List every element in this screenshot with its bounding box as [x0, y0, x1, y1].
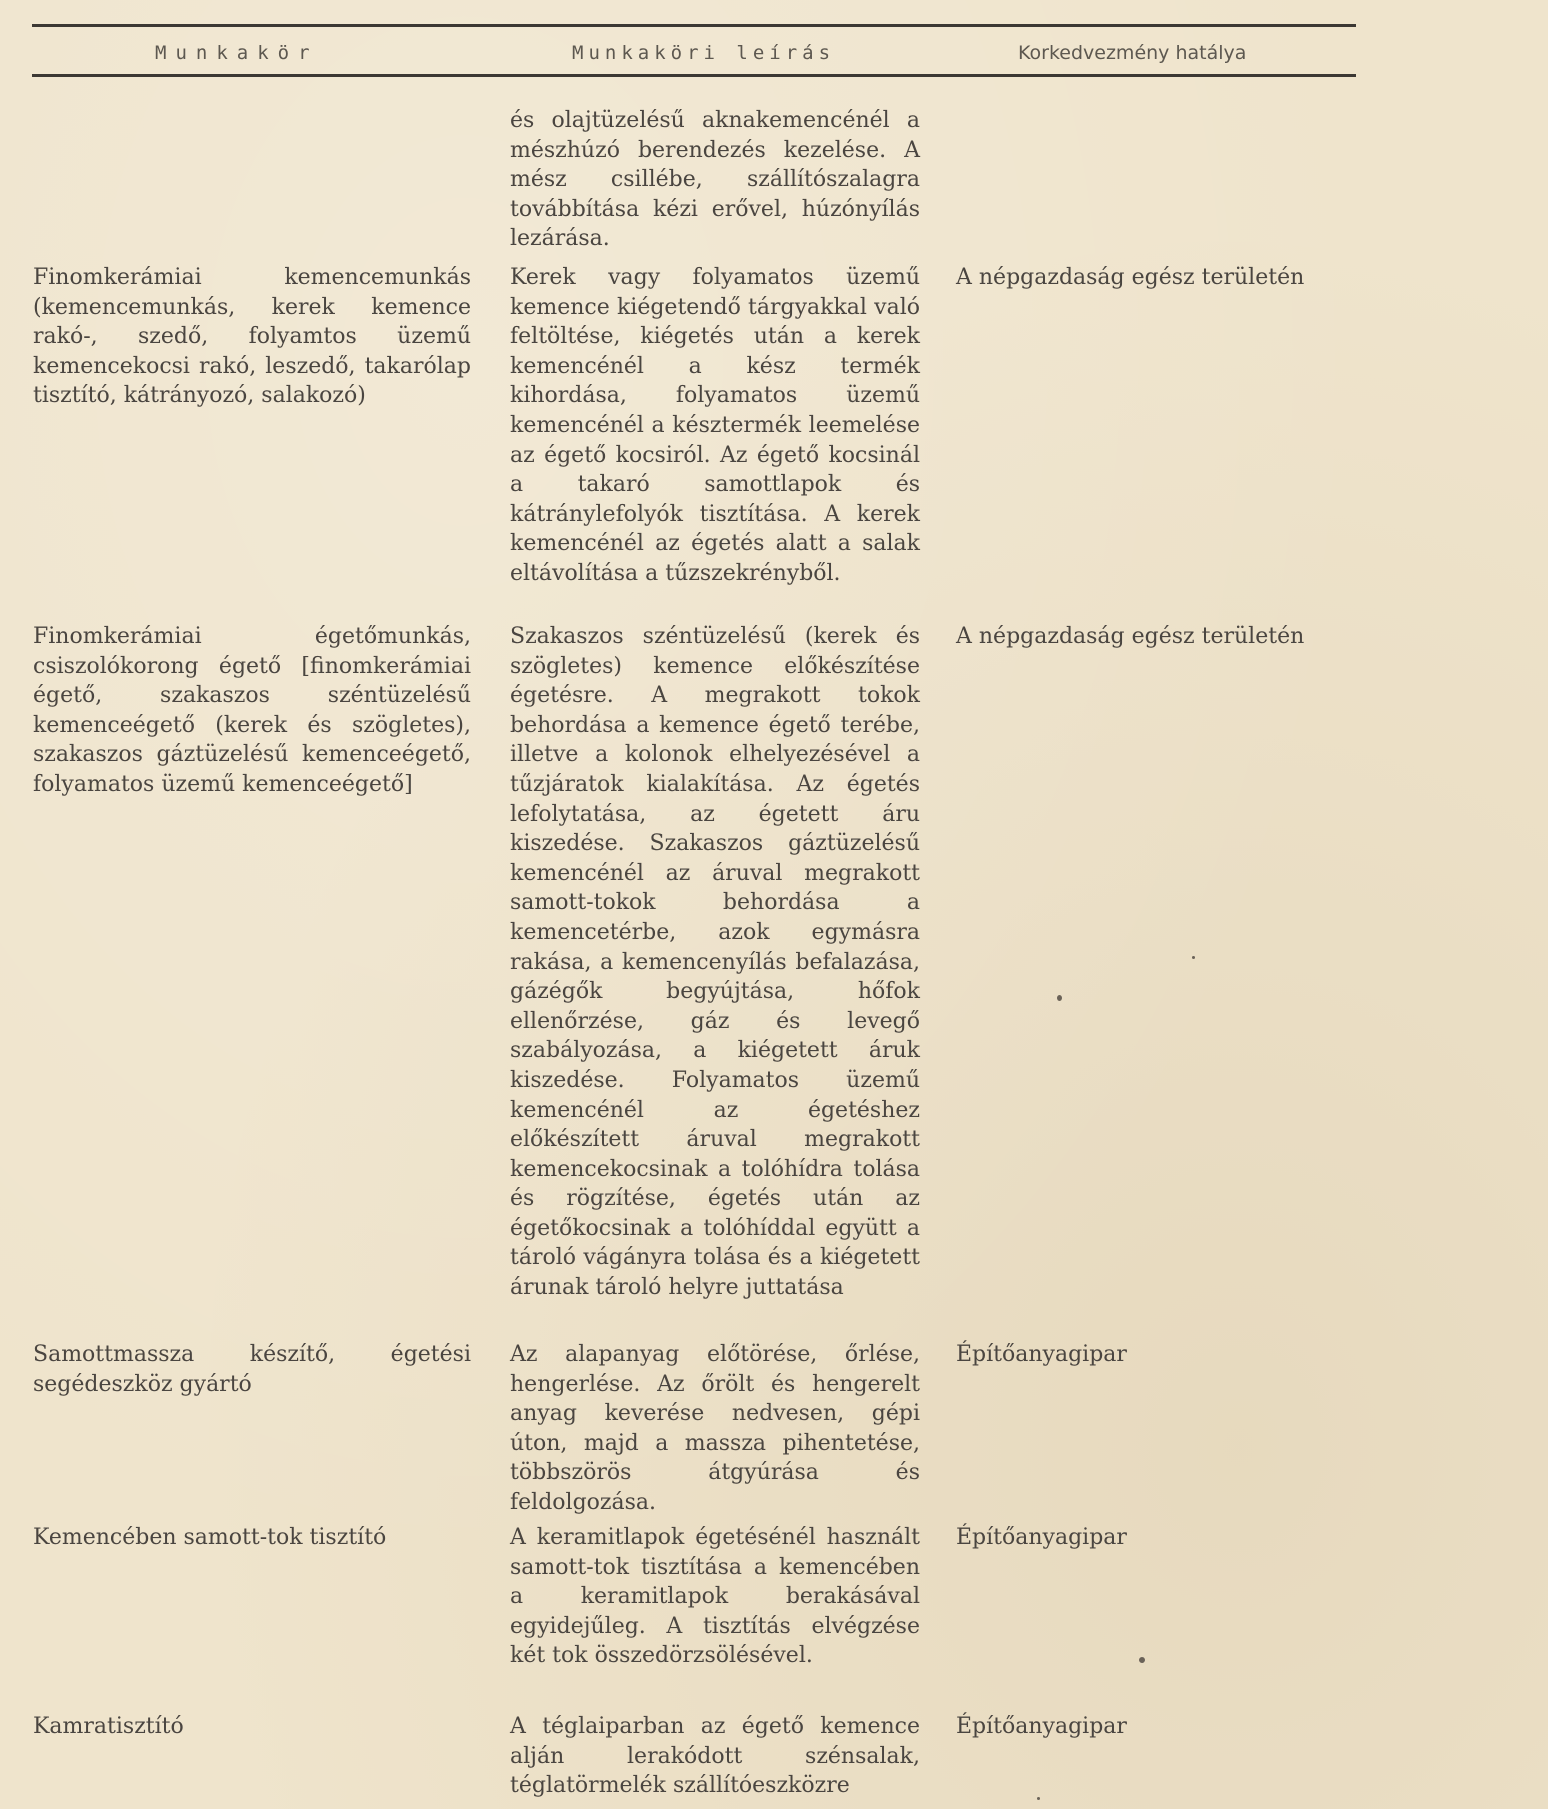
benefit-scope: Építőanyagipar — [956, 1714, 1127, 1739]
job-description: és olajtüzelésű aknakemencénél a mészhúzó berendezés kezelése. A mész csillébe, szállítószalagra továbbítása kézi erővel, húzónyílás lezárása. — [510, 108, 920, 252]
job-description: A keramitlapok égetésénél használt samott-tok tisztítása a kemencében a keramitlapok berakásával egyidejűleg. A tisztítás elvégzése két tok összedörzsölésével. — [510, 1525, 920, 1669]
paper-speck — [1037, 1797, 1040, 1800]
benefit-scope: Építőanyagipar — [956, 1525, 1127, 1550]
job-description: Kerek vagy folyamatos üzemű kemence kiégetendő tárgyakkal való feltöltése, kiégetés után a kerek kemencénél a kész termék kihordása, folyamatos üzemű kemencénél a késztermék leemelése az égető kocsiról. Az égető kocsinál a takaró samottlapok és kátránylefolyók tisztítása. A kerek kemencénél az égetés alatt a salak eltávolítása a tűzszekrényből. — [510, 265, 920, 586]
table-header — [32, 40, 1356, 68]
job-title: Samottmassza készítő, égetési segédeszköz gyártó — [33, 1342, 471, 1397]
header-scope: Korkedvezmény hatálya — [1018, 42, 1247, 64]
paper-speck — [1139, 1657, 1145, 1663]
job-title: Finomkerámiai égetőmunkás, csiszolókorong égető [finomkerámiai égető, szakaszos széntüzelésű kemenceégető (kerek és szögletes), szakaszos gáztüzelésű kemenceégető, folyamatos üzemű kemenceégető] — [33, 624, 471, 797]
header-description: Munkaköri leírás — [572, 42, 836, 64]
header-rule — [32, 74, 1356, 77]
job-description: Szakaszos széntüzelésű (kerek és szögletes) kemence előkészítése égetésre. A megrakott tokok behordása a kemence égető terébe, illetve a kolonok elhelyezésével a tűzjáratok kialakítása. Az égetés lefolytatása, az égetett áru kiszedése. Szakaszos gáztüzelésű kemencénél az áruval megrakott samott-tokok behordása a kemencetérbe, azok egymásra rakása, a kemencenyílás befalazása, gázégők begyújtása, hőfok ellenőrzése, gáz és levegő szabályozása, a kiégetett áruk kiszedése. Folyamatos üzemű kemencénél az égetéshez előkészített áruval megrakott kemencekocsinak a tolóhídra tolása és rögzítése, égetés után az égetőkocsinak a tolóhíddal együtt a tároló vágányra tolása és a kiégetett árunak tároló helyre juttatása — [510, 624, 920, 1301]
job-title: Finomkerámiai kemencemunkás (kemencemunkás, kerek kemence rakó-, szedő, folyamtos üzemű kemencekocsi rakó, leszedő, takarólap tisztító, kátrányozó, salakozó) — [33, 265, 471, 409]
job-description: Az alapanyag előtörése, őrlése, hengerlése. Az őrölt és hengerelt anyag keverése nedvesen, gépi úton, majd a massza pihentetése, többszörös átgyúrása és feldolgozása. — [510, 1342, 920, 1515]
job-title: Kemencében samott-tok tisztító — [33, 1525, 387, 1550]
paper-speck — [1192, 956, 1195, 959]
benefit-scope: Építőanyagipar — [956, 1342, 1127, 1367]
job-title: Kamratisztító — [33, 1714, 184, 1739]
job-description: A téglaiparban az égető kemence alján lerakódott szénsalak, téglatörmelék szállítóeszközre — [510, 1714, 920, 1799]
top-rule — [32, 24, 1356, 27]
benefit-scope: A népgazdaság egész területén — [956, 265, 1305, 290]
benefit-scope: A népgazdaság egész területén — [956, 624, 1305, 649]
header-job: Munkakör — [155, 42, 319, 64]
paper-speck — [1057, 995, 1062, 1001]
